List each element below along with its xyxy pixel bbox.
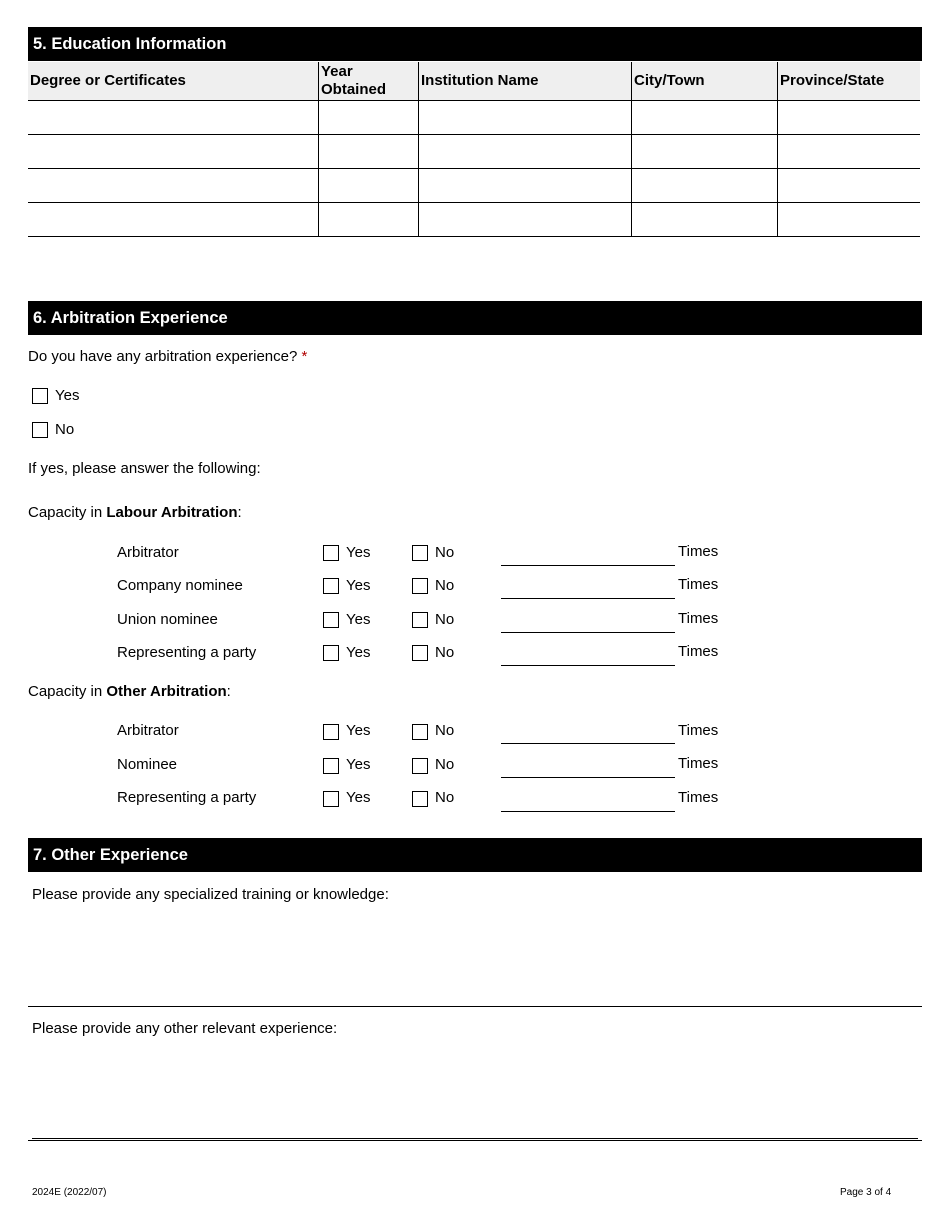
- column-header-institution: Institution Name: [419, 62, 632, 101]
- yes-checkbox[interactable]: [323, 758, 339, 774]
- times-label: Times: [678, 576, 719, 593]
- other-suffix: :: [226, 683, 231, 700]
- no-checkbox[interactable]: [412, 791, 428, 807]
- degree-cell[interactable]: [28, 203, 319, 237]
- relevant-experience-text-area[interactable]: [28, 1042, 922, 1138]
- capacity-label: Company nominee: [117, 577, 243, 594]
- column-header-city: City/Town: [632, 62, 778, 101]
- yes-checkbox[interactable]: [323, 645, 339, 661]
- labour-prefix: Capacity in: [28, 504, 107, 521]
- yes-checkbox[interactable]: [323, 578, 339, 594]
- year-cell[interactable]: [319, 101, 419, 135]
- degree-cell[interactable]: [28, 101, 319, 135]
- yes-label: Yes: [346, 577, 371, 594]
- yes-checkbox[interactable]: [323, 612, 339, 628]
- city-cell[interactable]: [632, 203, 778, 237]
- institution-cell[interactable]: [419, 169, 632, 203]
- required-marker: *: [301, 348, 308, 365]
- times-count-field[interactable]: [501, 743, 675, 744]
- no-label: No: [435, 577, 455, 594]
- yes-checkbox[interactable]: [323, 724, 339, 740]
- experience-no-label: No: [55, 421, 75, 438]
- year-cell[interactable]: [319, 135, 419, 169]
- city-cell[interactable]: [632, 169, 778, 203]
- capacity-label: Nominee: [117, 756, 178, 773]
- times-label: Times: [678, 755, 719, 772]
- city-cell[interactable]: [632, 135, 778, 169]
- relevant-experience-prompt: Please provide any other relevant experience:: [32, 1020, 338, 1037]
- institution-cell[interactable]: [419, 203, 632, 237]
- arbitration-section-header: 6. Arbitration Experience: [28, 301, 922, 335]
- page-number: Page 3 of 4: [840, 1187, 892, 1198]
- province-cell[interactable]: [778, 135, 921, 169]
- times-count-field[interactable]: [501, 811, 675, 812]
- table-row: [28, 169, 920, 203]
- no-label: No: [435, 644, 455, 661]
- labour-bold-text: Labour Arbitration: [106, 504, 238, 521]
- yes-label: Yes: [346, 756, 371, 773]
- experience-no-checkbox[interactable]: [32, 422, 48, 438]
- times-count-field[interactable]: [501, 632, 675, 633]
- year-cell[interactable]: [319, 203, 419, 237]
- yes-label: Yes: [346, 722, 371, 739]
- other-experience-section-header: 7. Other Experience: [28, 838, 922, 872]
- no-checkbox[interactable]: [412, 545, 428, 561]
- province-cell[interactable]: [778, 101, 921, 135]
- no-label: No: [435, 789, 455, 806]
- other-prefix: Capacity in: [28, 683, 107, 700]
- no-checkbox[interactable]: [412, 724, 428, 740]
- institution-cell[interactable]: [419, 101, 632, 135]
- table-row: [28, 135, 920, 169]
- degree-cell[interactable]: [28, 169, 319, 203]
- no-checkbox[interactable]: [412, 612, 428, 628]
- column-header-province: Province/State: [778, 62, 921, 101]
- yes-label: Yes: [346, 789, 371, 806]
- degree-cell[interactable]: [28, 135, 319, 169]
- relevant-divider-top: [32, 1138, 918, 1139]
- capacity-label: Arbitrator: [117, 544, 179, 561]
- no-checkbox[interactable]: [412, 645, 428, 661]
- column-header-year: Year Obtained: [319, 62, 419, 101]
- arbitration-question: [28, 348, 307, 365]
- yes-checkbox[interactable]: [323, 791, 339, 807]
- times-count-field[interactable]: [501, 777, 675, 778]
- times-label: Times: [678, 722, 719, 739]
- capacity-label: Union nominee: [117, 611, 218, 628]
- capacity-label: Arbitrator: [117, 722, 179, 739]
- city-cell[interactable]: [632, 101, 778, 135]
- training-text-area[interactable]: [28, 908, 922, 1006]
- column-header-degree: Degree or Certificates: [28, 62, 319, 101]
- province-cell[interactable]: [778, 203, 921, 237]
- labour-arbitration-heading: [28, 504, 242, 521]
- institution-cell[interactable]: [419, 135, 632, 169]
- form-number: 2024E (2022/07): [32, 1187, 107, 1198]
- education-table: [28, 62, 920, 237]
- table-header-row: [28, 62, 920, 101]
- times-label: Times: [678, 543, 719, 560]
- training-prompt: Please provide any specialized training or knowledge:: [32, 886, 389, 903]
- times-count-field[interactable]: [501, 565, 675, 566]
- no-checkbox[interactable]: [412, 578, 428, 594]
- table-row: [28, 101, 920, 135]
- yes-label: Yes: [346, 544, 371, 561]
- year-cell[interactable]: [319, 169, 419, 203]
- capacity-label: Representing a party: [117, 644, 257, 661]
- times-label: Times: [678, 610, 719, 627]
- if-yes-instruction: If yes, please answer the following:: [28, 460, 261, 477]
- times-label: Times: [678, 789, 719, 806]
- no-label: No: [435, 611, 455, 628]
- table-row: [28, 203, 920, 237]
- other-arbitration-heading: [28, 683, 231, 700]
- education-section-header: 5. Education Information: [28, 27, 922, 61]
- times-count-field[interactable]: [501, 665, 675, 666]
- yes-checkbox[interactable]: [323, 545, 339, 561]
- labour-suffix: :: [237, 504, 242, 521]
- capacity-label: Representing a party: [117, 789, 257, 806]
- times-label: Times: [678, 643, 719, 660]
- yes-label: Yes: [346, 644, 371, 661]
- arbitration-question-text: Do you have any arbitration experience?: [28, 348, 298, 365]
- times-count-field[interactable]: [501, 598, 675, 599]
- training-divider: [28, 1006, 922, 1007]
- no-label: No: [435, 544, 455, 561]
- yes-label: Yes: [346, 611, 371, 628]
- experience-yes-checkbox[interactable]: [32, 388, 48, 404]
- no-label: No: [435, 756, 455, 773]
- no-label: No: [435, 722, 455, 739]
- experience-yes-label: Yes: [55, 387, 80, 404]
- no-checkbox[interactable]: [412, 758, 428, 774]
- province-cell[interactable]: [778, 169, 921, 203]
- relevant-divider-bottom: [28, 1140, 922, 1141]
- other-bold-text: Other Arbitration: [106, 683, 227, 700]
